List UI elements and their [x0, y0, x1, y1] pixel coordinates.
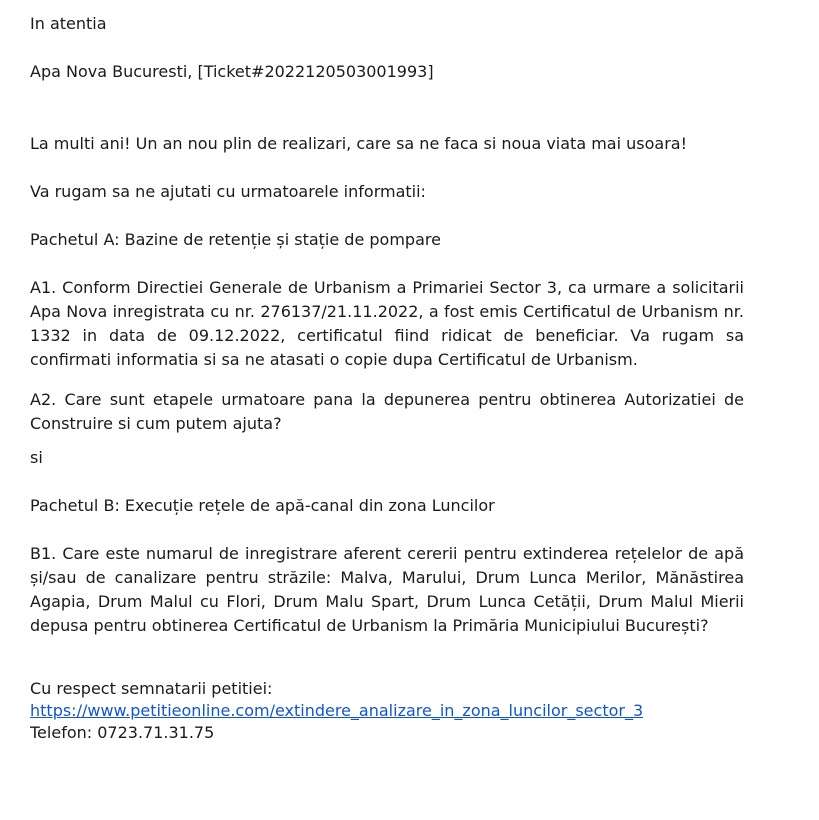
- spacer: [30, 470, 744, 494]
- greeting: In atentia: [30, 14, 107, 33]
- spacer: [30, 84, 744, 132]
- petition-link[interactable]: https://www.petitieonline.com/extindere_analizare_in_zona_luncilor_sector_3: [30, 701, 644, 720]
- spacer: [30, 638, 744, 678]
- package-b-title: Pachetul B: Execuție rețele de apă-canal din zona Luncilor: [30, 496, 495, 515]
- spacer: [30, 436, 744, 446]
- recipient-line: Apa Nova Bucuresti, [Ticket#2022120503001993]: [30, 62, 434, 81]
- request-intro: Va rugam sa ne ajutati cu urmatoarele informatii:: [30, 182, 426, 201]
- email-body: [30, 12, 744, 744]
- spacer: [30, 252, 744, 276]
- question-a1: A1. Conform Directiei Generale de Urbanism a Primariei Sector 3, ca urmare a solicitarii Apa Nova inregistrata cu nr. 276137/21.11.2022, a fost emis Certificatul de Urbanism nr. 1332 in data de 09.12.2022, certificatul fiind ridicat de beneficiar. Va rugam sa confirmati informatia si sa ne atasati o copie dupa Certificatul de Urbanism.: [30, 278, 744, 369]
- signature-block: [30, 678, 744, 744]
- signature-closing: Cu respect semnatarii petitiei:: [30, 679, 273, 698]
- spacer: [30, 156, 744, 180]
- wishes-paragraph: La multi ani! Un an nou plin de realizari, care sa ne faca si noua viata mai usoara!: [30, 134, 687, 153]
- signature-phone: Telefon: 0723.71.31.75: [30, 723, 215, 742]
- connector-text: si: [30, 448, 43, 467]
- spacer: [30, 518, 744, 542]
- question-b1: B1. Care este numarul de inregistrare aferent cererii pentru extinderea rețelelor de apă și/sau de canalizare pentru străzile: Malva, Marului, Drum Lunca Merilor, Mănăstirea Agapia, Drum Malul cu Flori, Drum Malu Spart, Drum Lunca Cetății, Drum Malul Mierii depusa pentru obtinerea Certificatul de Urbanism la Primăria Municipiului București?: [30, 544, 744, 635]
- spacer: [30, 204, 744, 228]
- spacer: [30, 36, 744, 60]
- question-a2: A2. Care sunt etapele urmatoare pana la depunerea pentru obtinerea Autorizatiei de Construire si cum putem ajuta?: [30, 390, 744, 433]
- spacer: [30, 372, 744, 388]
- package-a-title: Pachetul A: Bazine de retenție și stație de pompare: [30, 230, 441, 249]
